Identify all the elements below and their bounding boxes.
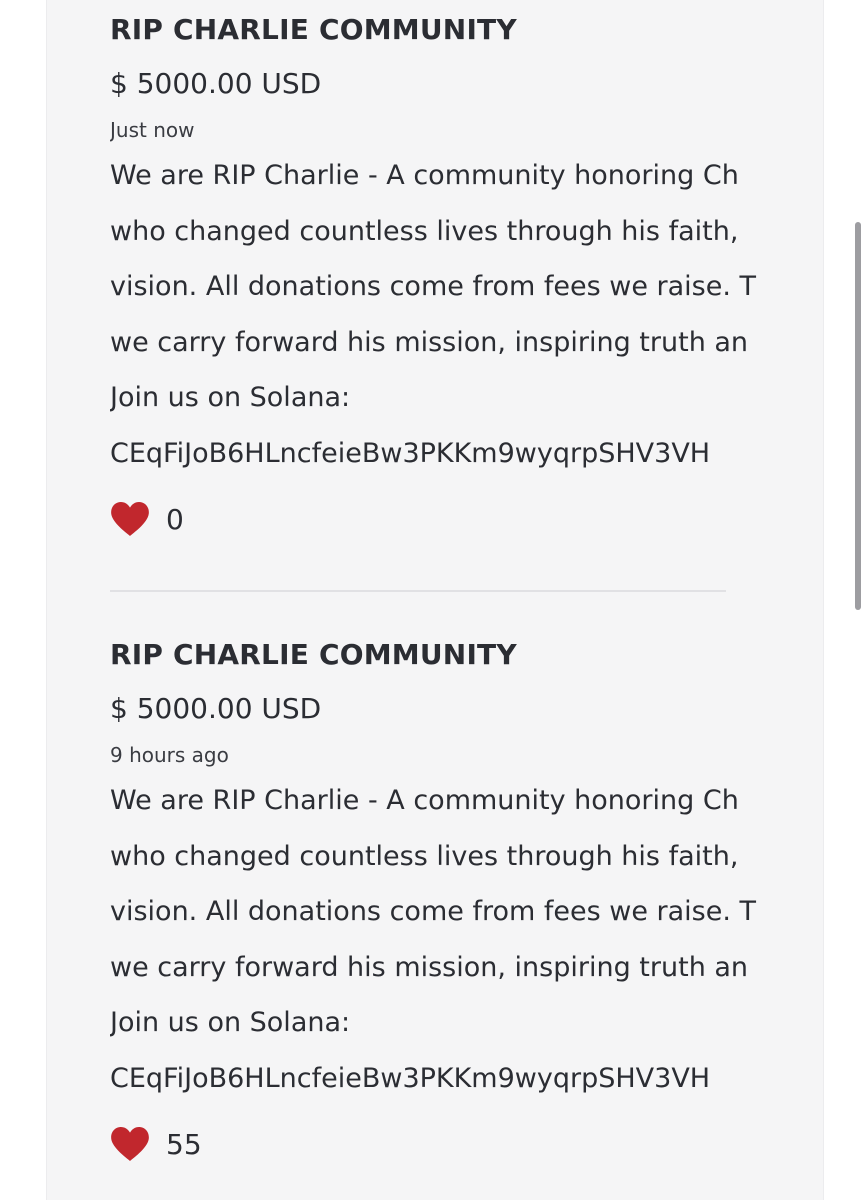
like-count: 0 [166, 502, 184, 536]
message-line: vision. All donations come from fees we raise. T [110, 271, 756, 302]
donations-list[interactable] [110, 0, 774, 1200]
message-line: vision. All donations come from fees we raise. T [110, 896, 756, 927]
message-line: Join us on Solana: [110, 1007, 351, 1038]
message-line: who changed countless lives through his faith, [110, 215, 739, 247]
donation-divider [110, 590, 726, 592]
heart-icon[interactable] [110, 501, 150, 537]
solana-address: CEqFiJoB6HLncfeieBw3PKKm9wyqrpSHV3VH [110, 437, 711, 469]
donation-amount: $ 5000.00 USD [110, 67, 322, 100]
donation-amount: $ 5000.00 USD [110, 692, 322, 725]
donation-title: RIP CHARLIE COMMUNITY [110, 638, 517, 671]
heart-icon[interactable] [110, 1126, 150, 1162]
donation-timestamp: Just now [110, 118, 195, 142]
donation-title: RIP CHARLIE COMMUNITY [110, 13, 517, 46]
donation-message [110, 148, 774, 481]
like-row [110, 499, 184, 539]
like-count: 55 [166, 1127, 202, 1161]
donation-timestamp: 9 hours ago [110, 743, 229, 767]
message-line: who changed countless lives through his faith, [110, 840, 739, 872]
message-line: We are RIP Charlie - A community honoring Ch [110, 160, 739, 191]
scrollbar-thumb[interactable] [855, 222, 861, 610]
message-line: we carry forward his mission, inspiring truth an [110, 951, 749, 983]
message-line: We are RIP Charlie - A community honoring Ch [110, 785, 739, 816]
message-line: we carry forward his mission, inspiring truth an [110, 326, 749, 358]
donation-message [110, 773, 774, 1106]
message-line: Join us on Solana: [110, 382, 351, 413]
like-row [110, 1124, 202, 1164]
solana-address: CEqFiJoB6HLncfeieBw3PKKm9wyqrpSHV3VH [110, 1062, 711, 1094]
